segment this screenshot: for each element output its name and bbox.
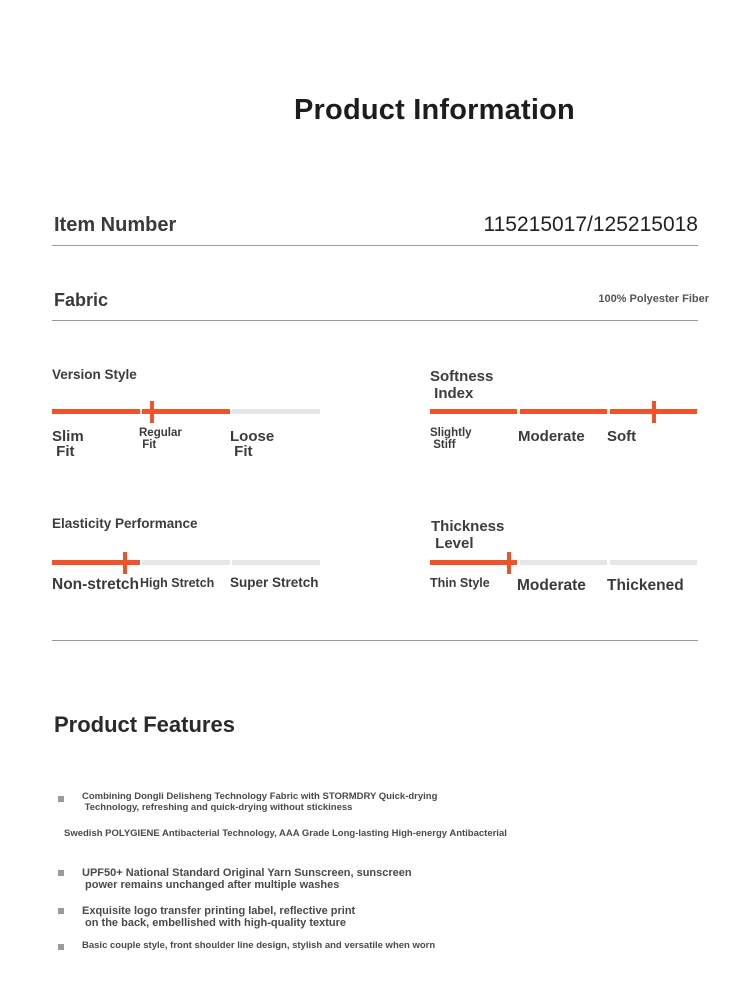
- version-style-title: Version Style: [52, 367, 137, 382]
- scale-marker: [507, 552, 511, 574]
- features-title: Product Features: [54, 712, 235, 737]
- scale-option: Slightly Stiff: [430, 427, 472, 451]
- scale-option: Thickened: [607, 577, 684, 594]
- scale-option: Moderate: [517, 577, 586, 594]
- scale-segment: [232, 560, 320, 565]
- softness-index-title: Softness Index: [430, 368, 494, 402]
- bullet-icon: [58, 870, 64, 876]
- thickness-level-title: Thickness Level: [431, 518, 505, 552]
- scale-segment: [520, 560, 607, 565]
- scale-segment: [430, 409, 517, 414]
- divider: [52, 640, 698, 641]
- feature-item: Swedish POLYGIENE Antibacterial Technology, AAA Grade Long-lasting High-energy Antibacterial: [64, 828, 507, 839]
- scale-option: Non-stretch: [52, 576, 139, 593]
- bullet-icon: [58, 908, 64, 914]
- scale-segment: [520, 409, 607, 414]
- scale-segment: [142, 560, 230, 565]
- bullet-icon: [58, 796, 64, 802]
- feature-item: Exquisite logo transfer printing label, reflective print on the back, embellished with high-quality texture: [82, 905, 356, 930]
- divider: [52, 245, 698, 246]
- scale-segment: [142, 409, 230, 414]
- scale-option: Regular Fit: [139, 427, 182, 451]
- scale-option: Slim Fit: [52, 428, 84, 460]
- feature-item: UPF50+ National Standard Original Yarn Sunscreen, sunscreen power remains unchanged after multiple washes: [82, 867, 412, 892]
- scale-option: High Stretch: [140, 576, 215, 590]
- elasticity-title: Elasticity Performance: [52, 516, 198, 531]
- scale-option: Soft: [607, 428, 637, 445]
- scale-segment: [430, 560, 517, 565]
- item-number-label: Item Number: [54, 214, 177, 236]
- item-number-value: 115215017/125215018: [483, 213, 698, 236]
- scale-marker: [123, 552, 127, 574]
- fabric-value: 100% Polyester Fiber: [598, 293, 709, 305]
- scale-option: Moderate: [518, 428, 585, 445]
- scale-option: Super Stretch: [230, 575, 319, 590]
- scale-marker: [150, 401, 154, 423]
- scale-marker: [652, 401, 656, 423]
- page-title: Product Information: [294, 94, 575, 126]
- divider: [52, 320, 698, 321]
- scale-segment: [232, 409, 320, 414]
- bullet-icon: [58, 944, 64, 950]
- feature-item: Combining Dongli Delisheng Technology Fabric with STORMDRY Quick-drying Technology, refreshing and quick-drying without stickiness: [82, 791, 438, 813]
- scale-option: Loose Fit: [230, 428, 275, 460]
- scale-option: Thin Style: [430, 576, 490, 590]
- scale-segment: [610, 560, 697, 565]
- scale-segment: [52, 409, 140, 414]
- feature-item: Basic couple style, front shoulder line design, stylish and versatile when worn: [82, 940, 436, 951]
- fabric-label: Fabric: [54, 290, 109, 310]
